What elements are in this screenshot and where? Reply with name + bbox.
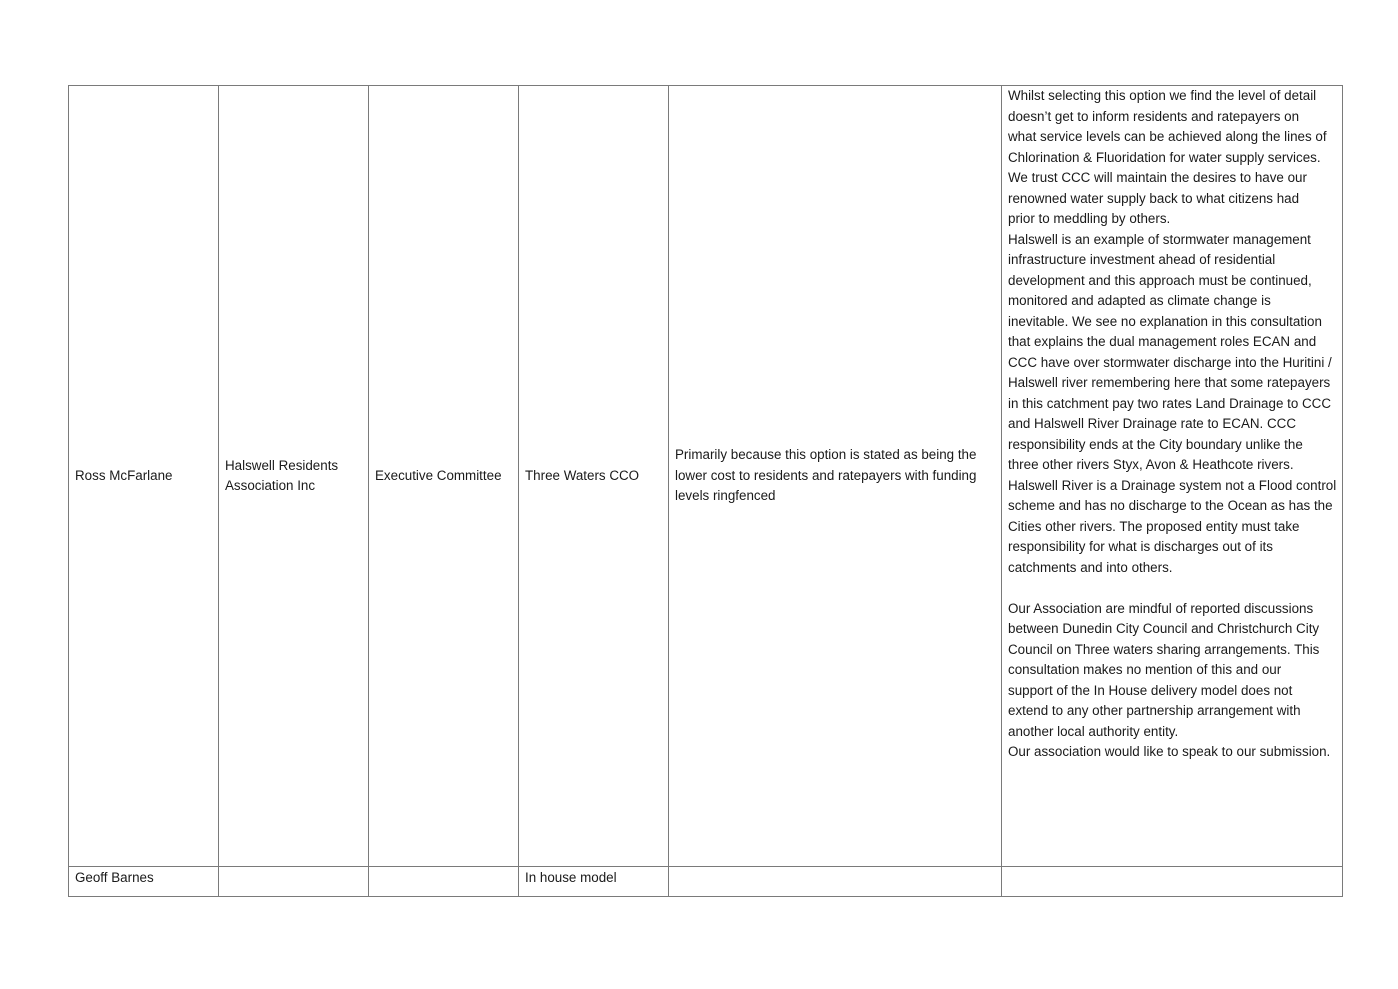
comment-line: what service levels can be achieved along the lines of — [1008, 129, 1327, 144]
submitter-name: Ross McFarlane — [69, 86, 219, 867]
comment-line: Council on Three waters sharing arrangements. This — [1008, 641, 1320, 657]
comment-line: doesn’t get to inform residents and ratepayers on — [1008, 108, 1300, 124]
comment-line: Whilst selecting this option we find the level of detail — [1008, 88, 1317, 103]
submitter-name: Geoff Barnes — [69, 867, 219, 897]
comment-line: three other rivers Styx, Avon & Heathcote rivers. — [1008, 457, 1294, 472]
comment-line: consultation makes no mention of this and our — [1008, 662, 1282, 677]
comment-line: monitored and adapted as climate change is — [1008, 293, 1271, 308]
comment-line: another local authority entity. — [1008, 723, 1179, 739]
comment-line: We trust CCC will maintain the desires to have our — [1008, 170, 1307, 185]
comment-line: infrastructure investment ahead of residential — [1008, 252, 1276, 267]
preferred-option: Three Waters CCO — [519, 86, 669, 867]
comment-line: Halswell is an example of stormwater management — [1008, 231, 1311, 247]
comment-line: support of the In House delivery model does not — [1008, 682, 1293, 698]
comment-line: Our association would like to speak to our submission. — [1008, 744, 1331, 759]
comment-line — [1008, 578, 1336, 599]
organisation: Halswell Residents Association Inc — [219, 86, 369, 867]
role — [369, 867, 519, 897]
comment-line: that explains the dual management roles ECAN and — [1008, 334, 1317, 349]
submissions-table — [68, 85, 1343, 897]
organisation — [219, 867, 369, 897]
comment-line: catchments and into others. — [1008, 559, 1173, 575]
comments — [1002, 867, 1343, 897]
comment-line: Chlorination & Fluoridation for water supply services. — [1008, 149, 1321, 165]
comment-line: responsibility for what is discharges out of its — [1008, 539, 1273, 554]
comments — [1002, 86, 1343, 867]
comment-line: in this catchment pay two rates Land Drainage to CCC — [1008, 395, 1332, 411]
comment-line: CCC have over stormwater discharge into the Huritini / — [1008, 354, 1332, 370]
comment-line: development and this approach must be continued, — [1008, 272, 1312, 288]
table-row — [69, 86, 1343, 867]
comment-line: and Halswell River Drainage rate to ECAN. CCC — [1008, 416, 1297, 431]
reason: Primarily because this option is stated as being the lower cost to residents and ratepayers with funding levels ringfenced — [669, 86, 1002, 867]
comment-line: between Dunedin City Council and Christchurch City — [1008, 621, 1320, 636]
comment-line: Halswell River is a Drainage system not a Flood control — [1008, 477, 1337, 493]
comment-line: Our Association are mindful of reported discussions — [1008, 600, 1314, 616]
comment-line: inevitable. We see no explanation in this consultation — [1008, 313, 1322, 329]
comment-line: prior to meddling by others. — [1008, 211, 1171, 226]
comment-line: Halswell river remembering here that some ratepayers — [1008, 375, 1331, 390]
reason — [669, 867, 1002, 897]
table-row — [69, 867, 1343, 897]
comment-line: responsibility ends at the City boundary unlike the — [1008, 436, 1303, 452]
comment-line: renowned water supply back to what citizens had — [1008, 190, 1300, 206]
comment-line: extend to any other partnership arrangement with — [1008, 703, 1301, 718]
comment-line: scheme and has no discharge to the Ocean as has the — [1008, 498, 1333, 513]
preferred-option: In house model — [519, 867, 669, 897]
comment-line: Cities other rivers. The proposed entity must take — [1008, 518, 1300, 534]
role: Executive Committee — [369, 86, 519, 867]
